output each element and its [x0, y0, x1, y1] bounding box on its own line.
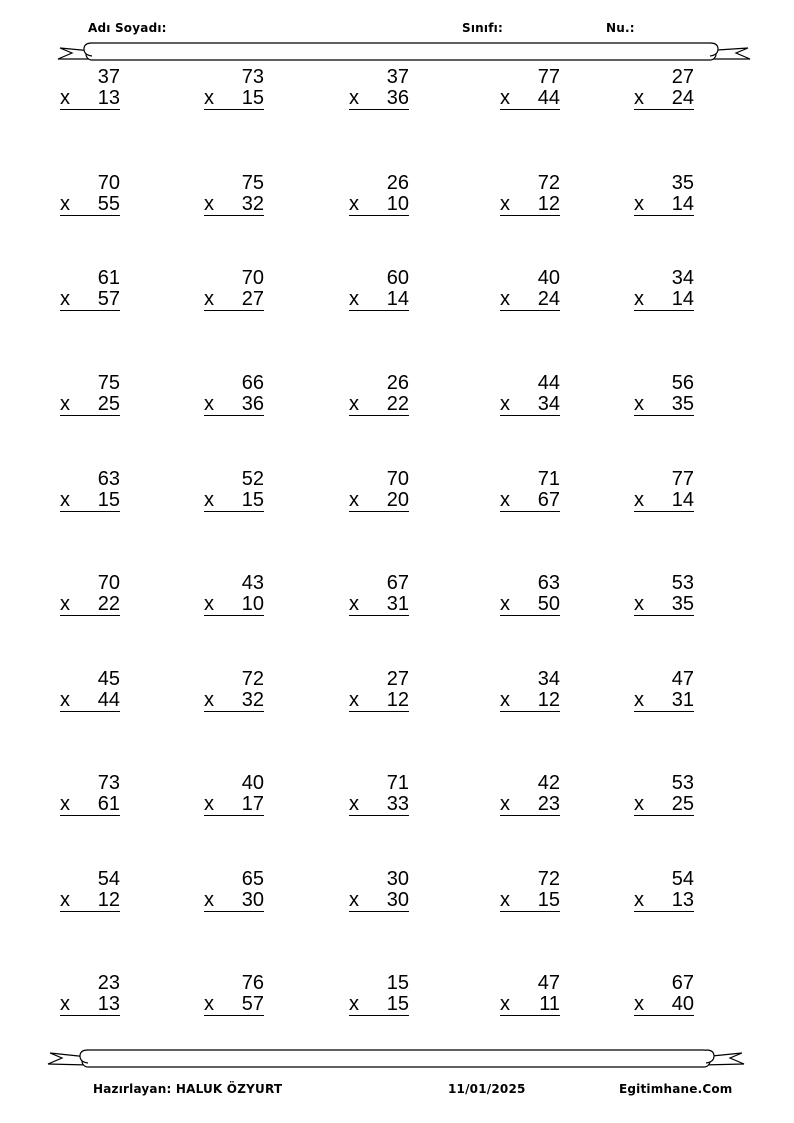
problem-3-5 [634, 268, 694, 311]
times-sign: x [349, 288, 359, 310]
multiplicand: 54 [671, 868, 694, 890]
problem-4-2 [204, 373, 264, 416]
multiplicand: 43 [241, 572, 264, 594]
multiplicand: 35 [671, 172, 694, 194]
times-sign: x [349, 689, 359, 711]
top-scroll-banner [0, 37, 794, 69]
class-label: Sınıfı: [462, 21, 503, 35]
multiplicand: 15 [386, 972, 409, 994]
multiplicand: 77 [537, 66, 560, 88]
multiplicand: 23 [97, 972, 120, 994]
times-sign: x [60, 793, 70, 815]
times-sign: x [500, 87, 510, 109]
times-sign: x [60, 889, 70, 911]
multiplicand: 73 [241, 66, 264, 88]
times-sign: x [349, 489, 359, 511]
multiplier-line [500, 88, 560, 110]
multiplicand: 75 [241, 172, 264, 194]
multiplicand: 37 [97, 66, 120, 88]
multiplier: 36 [241, 393, 264, 415]
multiplicand: 63 [537, 572, 560, 594]
problem-4-1 [60, 373, 120, 416]
multiplicand: 40 [537, 267, 560, 289]
multiplicand: 27 [671, 66, 694, 88]
multiplicand: 67 [386, 572, 409, 594]
multiplier: 32 [241, 193, 264, 215]
problem-1-5 [634, 67, 694, 110]
times-sign: x [204, 393, 214, 415]
problem-2-4 [500, 173, 560, 216]
multiplicand: 70 [241, 267, 264, 289]
multiplicand: 34 [671, 267, 694, 289]
multiplicand: 56 [671, 372, 694, 394]
times-sign: x [204, 889, 214, 911]
multiplier-line [500, 690, 560, 712]
multiplier-line [204, 994, 264, 1016]
multiplier: 57 [241, 993, 264, 1015]
times-sign: x [634, 288, 644, 310]
problem-2-2 [204, 173, 264, 216]
times-sign: x [634, 489, 644, 511]
times-sign: x [349, 87, 359, 109]
multiplier-line [500, 194, 560, 216]
multiplier: 25 [671, 793, 694, 815]
multiplier-line [60, 690, 120, 712]
multiplier: 14 [671, 288, 694, 310]
multiplier: 55 [97, 193, 120, 215]
multiplier-line [500, 289, 560, 311]
multiplier: 27 [241, 288, 264, 310]
name-label: Adı Soyadı: [88, 21, 167, 35]
multiplier: 67 [537, 489, 560, 511]
multiplier-line [60, 594, 120, 616]
problem-6-3 [349, 573, 409, 616]
multiplier-line [634, 690, 694, 712]
times-sign: x [634, 393, 644, 415]
multiplier: 30 [386, 889, 409, 911]
times-sign: x [204, 288, 214, 310]
problem-9-2 [204, 869, 264, 912]
times-sign: x [634, 87, 644, 109]
multiplier: 50 [537, 593, 560, 615]
multiplier-line [500, 890, 560, 912]
multiplicand: 73 [97, 772, 120, 794]
times-sign: x [500, 489, 510, 511]
multiplier-line [349, 594, 409, 616]
problem-9-4 [500, 869, 560, 912]
problem-1-1 [60, 67, 120, 110]
multiplier: 32 [241, 689, 264, 711]
multiplier: 35 [671, 393, 694, 415]
multiplier: 36 [386, 87, 409, 109]
multiplier-line [204, 794, 264, 816]
times-sign: x [349, 889, 359, 911]
times-sign: x [204, 793, 214, 815]
times-sign: x [500, 889, 510, 911]
multiplicand: 60 [386, 267, 409, 289]
multiplier: 15 [241, 489, 264, 511]
multiplicand: 75 [97, 372, 120, 394]
multiplier: 14 [671, 193, 694, 215]
problem-7-1 [60, 669, 120, 712]
bottom-scroll-banner [0, 1045, 794, 1077]
multiplicand: 70 [386, 468, 409, 490]
multiplier-line [60, 289, 120, 311]
multiplier: 22 [97, 593, 120, 615]
multiplier-line [634, 394, 694, 416]
multiplier-line [349, 289, 409, 311]
times-sign: x [60, 593, 70, 615]
multiplier: 12 [97, 889, 120, 911]
problem-2-5 [634, 173, 694, 216]
problem-1-3 [349, 67, 409, 110]
multiplier: 23 [537, 793, 560, 815]
multiplier: 24 [671, 87, 694, 109]
problem-10-4 [500, 973, 560, 1016]
problem-8-3 [349, 773, 409, 816]
multiplicand: 77 [671, 468, 694, 490]
times-sign: x [634, 193, 644, 215]
problem-7-4 [500, 669, 560, 712]
problem-6-5 [634, 573, 694, 616]
multiplier: 12 [537, 689, 560, 711]
multiplicand: 67 [671, 972, 694, 994]
times-sign: x [500, 993, 510, 1015]
multiplier: 34 [537, 393, 560, 415]
multiplicand: 65 [241, 868, 264, 890]
times-sign: x [60, 87, 70, 109]
multiplier-line [500, 994, 560, 1016]
multiplier-line [60, 88, 120, 110]
multiplier: 24 [537, 288, 560, 310]
date-label: 11/01/2025 [448, 1082, 526, 1096]
times-sign: x [204, 993, 214, 1015]
problem-5-2 [204, 469, 264, 512]
times-sign: x [60, 193, 70, 215]
problem-3-4 [500, 268, 560, 311]
problem-8-5 [634, 773, 694, 816]
multiplier-line [500, 394, 560, 416]
multiplier-line [500, 794, 560, 816]
multiplier: 12 [386, 689, 409, 711]
multiplier: 15 [97, 489, 120, 511]
multiplicand: 70 [97, 572, 120, 594]
multiplicand: 26 [386, 172, 409, 194]
multiplier-line [204, 289, 264, 311]
multiplier: 13 [97, 87, 120, 109]
problem-9-5 [634, 869, 694, 912]
site-label: Egitimhane.Com [619, 1082, 733, 1096]
times-sign: x [500, 193, 510, 215]
multiplier: 31 [671, 689, 694, 711]
multiplier-line [349, 88, 409, 110]
multiplicand: 53 [671, 772, 694, 794]
multiplicand: 71 [537, 468, 560, 490]
multiplier: 61 [97, 793, 120, 815]
multiplicand: 44 [537, 372, 560, 394]
problem-9-3 [349, 869, 409, 912]
multiplier: 15 [241, 87, 264, 109]
multiplier-line [634, 289, 694, 311]
times-sign: x [500, 593, 510, 615]
multiplier-line [204, 690, 264, 712]
problem-5-5 [634, 469, 694, 512]
multiplier-line [634, 994, 694, 1016]
multiplier-line [204, 890, 264, 912]
multiplier: 40 [671, 993, 694, 1015]
multiplier-line [634, 594, 694, 616]
times-sign: x [349, 593, 359, 615]
problem-7-2 [204, 669, 264, 712]
multiplier-line [349, 194, 409, 216]
multiplicand: 47 [537, 972, 560, 994]
multiplier: 17 [241, 793, 264, 815]
problem-10-3 [349, 973, 409, 1016]
multiplier: 22 [386, 393, 409, 415]
multiplier-line [349, 994, 409, 1016]
multiplicand: 30 [386, 868, 409, 890]
author-credit: Hazırlayan: HALUK ÖZYURT [93, 1082, 283, 1096]
problem-8-2 [204, 773, 264, 816]
multiplier-line [60, 890, 120, 912]
problem-8-4 [500, 773, 560, 816]
multiplier: 15 [386, 993, 409, 1015]
times-sign: x [500, 689, 510, 711]
multiplier: 31 [386, 593, 409, 615]
problem-10-5 [634, 973, 694, 1016]
multiplier-line [60, 394, 120, 416]
times-sign: x [634, 689, 644, 711]
multiplier-line [500, 594, 560, 616]
times-sign: x [349, 793, 359, 815]
multiplier: 30 [241, 889, 264, 911]
problem-2-3 [349, 173, 409, 216]
multiplier-line [349, 794, 409, 816]
problem-6-4 [500, 573, 560, 616]
problem-7-5 [634, 669, 694, 712]
multiplier-line [204, 490, 264, 512]
multiplier: 44 [537, 87, 560, 109]
times-sign: x [60, 489, 70, 511]
times-sign: x [204, 87, 214, 109]
multiplier: 10 [386, 193, 409, 215]
multiplier-line [204, 194, 264, 216]
times-sign: x [60, 689, 70, 711]
number-label: Nu.: [606, 21, 635, 35]
multiplier: 57 [97, 288, 120, 310]
multiplier-line [634, 890, 694, 912]
problem-3-3 [349, 268, 409, 311]
multiplier: 12 [537, 193, 560, 215]
problem-1-2 [204, 67, 264, 110]
times-sign: x [204, 689, 214, 711]
multiplier-line [634, 88, 694, 110]
problem-5-4 [500, 469, 560, 512]
multiplier: 25 [97, 393, 120, 415]
multiplier: 13 [671, 889, 694, 911]
problem-6-2 [204, 573, 264, 616]
times-sign: x [500, 288, 510, 310]
multiplier: 11 [539, 993, 560, 1015]
problem-3-1 [60, 268, 120, 311]
multiplier-line [60, 194, 120, 216]
multiplier-line [634, 490, 694, 512]
multiplier: 33 [386, 793, 409, 815]
times-sign: x [204, 593, 214, 615]
multiplier-line [634, 194, 694, 216]
multiplier-line [634, 794, 694, 816]
multiplier-line [500, 490, 560, 512]
multiplicand: 72 [537, 868, 560, 890]
problem-10-1 [60, 973, 120, 1016]
problem-2-1 [60, 173, 120, 216]
times-sign: x [60, 993, 70, 1015]
multiplicand: 37 [386, 66, 409, 88]
times-sign: x [349, 393, 359, 415]
multiplicand: 27 [386, 668, 409, 690]
multiplier: 44 [97, 689, 120, 711]
problem-1-4 [500, 67, 560, 110]
multiplier-line [349, 394, 409, 416]
times-sign: x [634, 793, 644, 815]
multiplicand: 66 [241, 372, 264, 394]
multiplicand: 40 [241, 772, 264, 794]
problem-7-3 [349, 669, 409, 712]
multiplicand: 52 [241, 468, 264, 490]
multiplicand: 76 [241, 972, 264, 994]
problem-5-1 [60, 469, 120, 512]
multiplicand: 53 [671, 572, 694, 594]
multiplier: 14 [671, 489, 694, 511]
times-sign: x [634, 889, 644, 911]
multiplicand: 72 [241, 668, 264, 690]
multiplier-line [60, 490, 120, 512]
times-sign: x [204, 193, 214, 215]
multiplicand: 42 [537, 772, 560, 794]
multiplicand: 26 [386, 372, 409, 394]
multiplicand: 70 [97, 172, 120, 194]
multiplicand: 54 [97, 868, 120, 890]
multiplicand: 71 [386, 772, 409, 794]
multiplier: 20 [386, 489, 409, 511]
times-sign: x [500, 793, 510, 815]
times-sign: x [60, 393, 70, 415]
multiplier-line [349, 490, 409, 512]
problem-9-1 [60, 869, 120, 912]
times-sign: x [500, 393, 510, 415]
multiplier-line [204, 88, 264, 110]
multiplicand: 47 [671, 668, 694, 690]
times-sign: x [349, 193, 359, 215]
multiplier-line [349, 690, 409, 712]
multiplier: 13 [97, 993, 120, 1015]
problem-4-5 [634, 373, 694, 416]
multiplicand: 72 [537, 172, 560, 194]
multiplier: 35 [671, 593, 694, 615]
multiplicand: 63 [97, 468, 120, 490]
problem-8-1 [60, 773, 120, 816]
times-sign: x [349, 993, 359, 1015]
multiplier: 14 [386, 288, 409, 310]
problem-4-3 [349, 373, 409, 416]
multiplier: 15 [537, 889, 560, 911]
problem-4-4 [500, 373, 560, 416]
times-sign: x [634, 993, 644, 1015]
multiplier-line [60, 794, 120, 816]
multiplicand: 34 [537, 668, 560, 690]
times-sign: x [634, 593, 644, 615]
multiplier-line [60, 994, 120, 1016]
multiplier-line [349, 890, 409, 912]
multiplier: 10 [241, 593, 264, 615]
times-sign: x [60, 288, 70, 310]
problem-10-2 [204, 973, 264, 1016]
times-sign: x [204, 489, 214, 511]
multiplicand: 45 [97, 668, 120, 690]
multiplicand: 61 [97, 267, 120, 289]
multiplier-line [204, 594, 264, 616]
multiplier-line [204, 394, 264, 416]
problem-5-3 [349, 469, 409, 512]
problem-3-2 [204, 268, 264, 311]
problem-6-1 [60, 573, 120, 616]
